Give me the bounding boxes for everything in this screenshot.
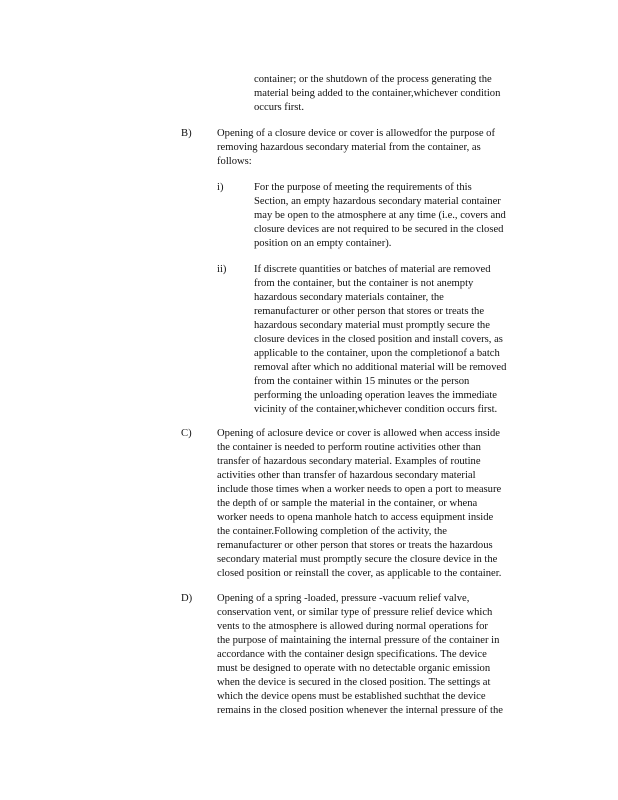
text-line: activities other than transfer of hazardous secondary material [217, 470, 476, 481]
text-line: closure devices in the closed position and install covers, as [254, 334, 503, 345]
text-line: from the container, but the container is not anempty [254, 278, 474, 289]
text-line: secondary material must promptly secure the closure device in the [217, 554, 498, 565]
text-line: For the purpose of meeting the requirements of this [254, 182, 472, 193]
text-line: remanufacturer or other person that stores or treats the [254, 306, 485, 317]
text-line: the container.Following completion of the activity, the [217, 526, 447, 537]
text-line: the container is needed to perform routine activities other than [217, 442, 481, 453]
text-line: from the container within 15 minutes or the person [254, 376, 470, 387]
text-line: container; or the shutdown of the process generating the [254, 74, 492, 85]
text-line: worker needs to opena manhole hatch to access equipment inside [217, 512, 494, 523]
item-marker-b: B) [181, 128, 192, 139]
text-line: transfer of hazardous secondary material. Examples of routine [217, 456, 481, 467]
text-line: the purpose of maintaining the internal pressure of the container in [217, 635, 500, 646]
text-line: vicinity of the container,whichever condition occurs first. [254, 404, 498, 415]
subitem-marker-ii: ii) [217, 264, 227, 275]
text-line: hazardous secondary materials container, the [254, 292, 444, 303]
text-line: follows: [217, 156, 252, 167]
text-line: removal after which no additional material will be removed [254, 362, 507, 373]
text-line: occurs first. [254, 102, 305, 113]
item-marker-d: D) [181, 593, 193, 604]
text-line: Opening of a spring -loaded, pressure -vacuum relief valve, [217, 593, 470, 604]
text-line: may be open to the atmosphere at any time (i.e., covers and [254, 210, 506, 221]
subitem-marker-i: i) [217, 182, 224, 193]
text-line: removing hazardous secondary material from the container, as [217, 142, 481, 153]
item-marker-c: C) [181, 428, 192, 439]
text-line: Opening of a closure device or cover is allowedfor the purpose of [217, 128, 495, 139]
text-line: vents to the atmosphere is allowed during normal operations for [217, 621, 488, 632]
text-line: must be designed to operate with no detectable organic emission [217, 663, 491, 674]
text-line: closed position or reinstall the cover, as applicable to the container. [217, 568, 502, 579]
text-line: If discrete quantities or batches of material are removed [254, 264, 491, 275]
text-line: closure devices are not required to be secured in the closed [254, 224, 504, 235]
text-line: Opening of aclosure device or cover is allowed when access inside [217, 428, 500, 439]
text-line: performing the unloading operation leaves the immediate [254, 390, 497, 401]
text-line: remains in the closed position whenever the internal pressure of the [217, 705, 503, 716]
text-line: Section, an empty hazardous secondary material container [254, 196, 501, 207]
text-line: material being added to the container,whichever condition [254, 88, 501, 99]
text-line: remanufacturer or other person that stores or treats the hazardous [217, 540, 493, 551]
text-line: applicable to the container, upon the completionof a batch [254, 348, 500, 359]
text-line: the depth of or sample the material in the container, or whena [217, 498, 478, 509]
text-line: hazardous secondary material must promptly secure the [254, 320, 490, 331]
text-line: include those times when a worker needs to open a port to measure [217, 484, 502, 495]
text-line: accordance with the container design specifications. The device [217, 649, 487, 660]
text-line: when the device is secured in the closed position. The settings at [217, 677, 491, 688]
text-line: which the device opens must be established suchthat the device [217, 691, 486, 702]
text-line: position on an empty container). [254, 238, 392, 249]
text-line: conservation vent, or similar type of pressure relief device which [217, 607, 493, 618]
